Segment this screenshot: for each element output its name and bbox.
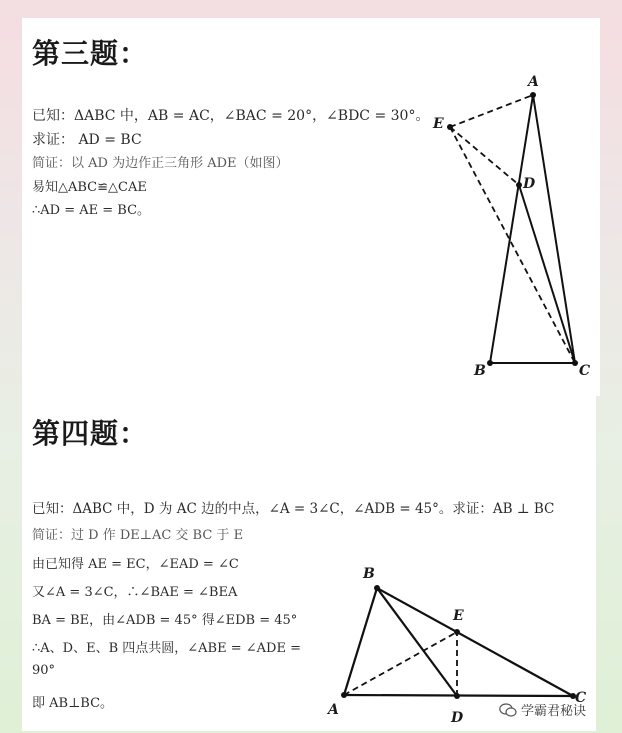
segment-BC [377, 588, 573, 696]
label-A: A [328, 702, 339, 718]
problem-4-proof-4: BA = BE，由∠ADB = 45° 得∠EDB = 45° [32, 613, 298, 628]
problem-3-given: 已知：ΔABC 中，AB = AC，∠BAC = 20°，∠BDC = 30°。 [32, 108, 430, 124]
segment-EA [450, 95, 533, 127]
watermark-text: 学霸君秘诀 [520, 704, 586, 719]
problem-4-proof-6: 90° [32, 663, 56, 678]
problem-4-given: 已知：ΔABC 中，D 为 AC 边的中点，∠A = 3∠C，∠ADB = 45°。求证：AB ⊥ BC [32, 501, 555, 517]
point-D [516, 182, 522, 188]
problem-4-title: 第四题： [32, 417, 149, 450]
label-D: D [523, 176, 536, 192]
watermark [499, 700, 586, 719]
label-E: E [453, 608, 464, 624]
label-B: B [474, 363, 486, 379]
point-D [454, 693, 460, 699]
problem-4-proof-7: 即 AB⊥BC。 [32, 696, 114, 711]
wechat-icon [499, 703, 517, 717]
label-C: C [579, 363, 591, 379]
problem-4-proof-3: 又∠A = 3∠C，∴∠BAE = ∠BEA [32, 585, 238, 600]
segment-DC [519, 185, 575, 363]
problem-3-proof-3: ∴AD = AE = BC。 [32, 203, 151, 218]
point-E [447, 124, 453, 130]
problem-3-figure [22, 18, 600, 396]
point-E [454, 629, 460, 635]
problem-3-card [22, 18, 600, 396]
point-B [374, 585, 380, 591]
point-C [572, 360, 578, 366]
problem-3-prove: 求证： AD = BC [32, 132, 142, 148]
problem-4-card [22, 396, 596, 731]
label-A: A [528, 74, 539, 90]
label-D: D [451, 710, 464, 726]
point-B [487, 360, 493, 366]
problem-4-proof-2: 由已知得 AE = EC，∠EAD = ∠C [32, 557, 239, 572]
point-A [341, 692, 347, 698]
label-E: E [433, 116, 444, 132]
problem-3-proof-1: 简证：以 AD 为边作正三角形 ADE（如图） [32, 156, 289, 171]
problem-4-figure [22, 396, 596, 731]
segment-BD [377, 588, 457, 696]
problem-3-proof-2: 易知△ABC≌△CAE [32, 180, 147, 195]
segment-ED [450, 127, 519, 185]
point-A [530, 92, 536, 98]
problem-4-proof-5: ∴A、D、E、B 四点共圆，∠ABE = ∠ADE = [32, 641, 301, 656]
label-B: B [363, 566, 375, 582]
problem-3-title: 第三题： [32, 37, 149, 70]
label-C: C [575, 690, 587, 706]
segment-AB [490, 95, 533, 363]
top-strip [0, 0, 622, 18]
problem-4-proof-1: 简证：过 D 作 DE⊥AC 交 BC 于 E [32, 528, 244, 543]
